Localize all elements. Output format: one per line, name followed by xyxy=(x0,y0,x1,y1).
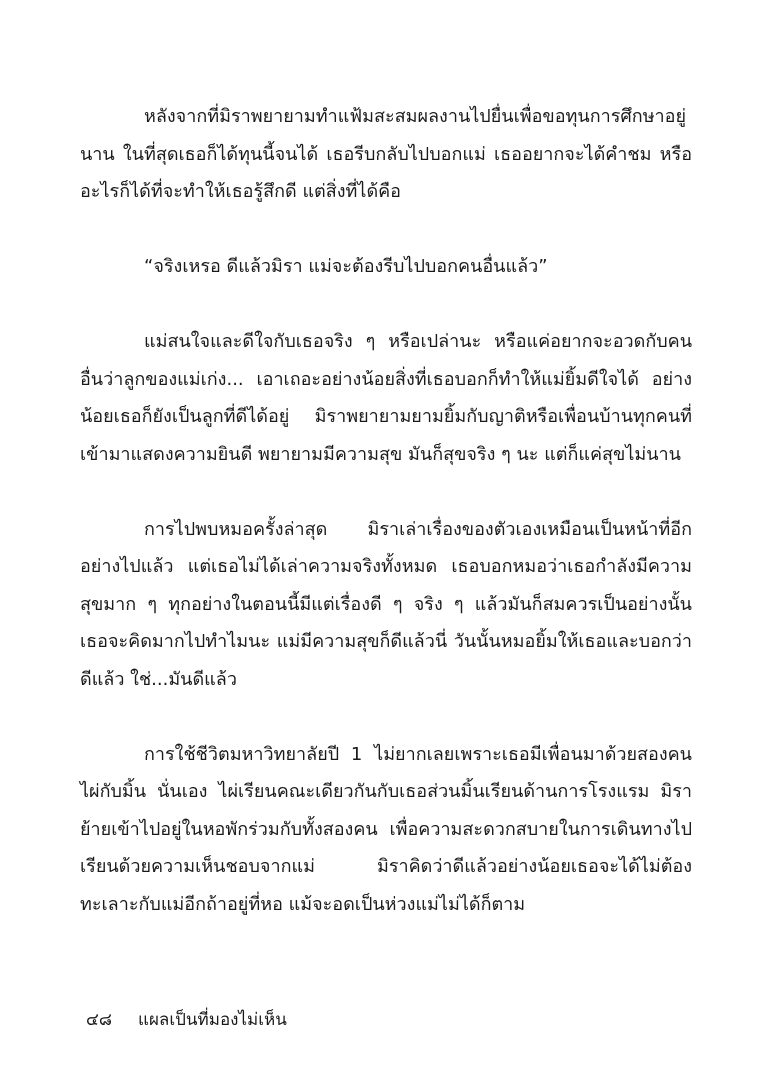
paragraph-3: แม่สนใจและดีใจกับเธอจริง ๆ หรือเปล่านะ หรือแค่อยากจะอวดกับคนอื่นว่าลูกของแม่เก่ง... เอาเถอะอย่างน้อยสิ่งที่เธอบอกก็ทำให้แม่ยิ้มดีใจได้ อย่างน้อยเธอก็ยังเป็นลูกที่ดีได้อยู่ มิราพยายามยามยิ้มกับญาติหรือเพื่อนบ้านทุกคนที่เข้ามาแสดงความยินดี พยายามมีความสุข มันก็สุขจริง ๆ นะ แต่ก็แค่สุขไม่นาน xyxy=(80,331,692,465)
paragraph-2-quote: “จริงเหรอ ดีแล้วมิรา แม่จะต้องรีบไปบอกคนอื่นแล้ว” xyxy=(144,256,548,277)
paragraph-1: หลังจากที่มิราพยายามทำแฟ้มสะสมผลงานไปยื่นเพื่อขอทุนการศึกษาอยู่นาน ในที่สุดเธอก็ได้ทุนนี้จนได้ เธอรีบกลับไปบอกแม่ เธออยากจะได้คำชม หรืออะไรก็ได้ที่จะทำให้เธอรู้สึกดี แต่สิ่งที่ได้คือ xyxy=(80,106,692,202)
page-footer xyxy=(86,1008,287,1032)
body-text xyxy=(80,98,692,923)
page-number: ๔๘ xyxy=(86,1010,112,1030)
book-title: แผลเป็นที่มองไม่เห็น xyxy=(137,1010,287,1030)
paragraph-5: การใช้ชีวิตมหาวิทยาลัยปี 1 ไม่ยากเลยเพราะเธอมีเพื่อนมาด้วยสองคน ไผ่กับมิ้น นั่นเอง ไผ่เรียนคณะเดียวกันกับเธอส่วนมิ้นเรียนด้านการโรงแรม มิราย้ายเข้าไปอยู่ในหอพักร่วมกับทั้งสองคน เพื่อความสะดวกสบายในการเดินทางไปเรียนด้วยความเห็นชอบจากแม่ มิราคิดว่าดีแล้วอย่างน้อยเธอจะได้ไม่ต้องทะเลาะกับแม่อีกถ้าอยู่ที่หอ แม้จะอดเป็นห่วงแม่ไม่ได้ก็ตาม xyxy=(80,743,692,915)
paragraph-4: การไปพบหมอครั้งล่าสุด มิราเล่าเรื่องของตัวเองเหมือนเป็นหน้าที่อีกอย่างไปแล้ว แต่เธอไม่ได้เล่าความจริงทั้งหมด เธอบอกหมอว่าเธอกำลังมีความสุขมาก ๆ ทุกอย่างในตอนนี้มีแต่เรื่องดี ๆ จริง ๆ แล้วมันก็สมควรเป็นอย่างนั้น เธอจะคิดมากไปทำไมนะ แม่มีความสุขก็ดีแล้วนี่ วันนั้นหมอยิ้มให้เธอและบอกว่าดีแล้ว ใช่...มันดีแล้ว xyxy=(80,518,692,690)
